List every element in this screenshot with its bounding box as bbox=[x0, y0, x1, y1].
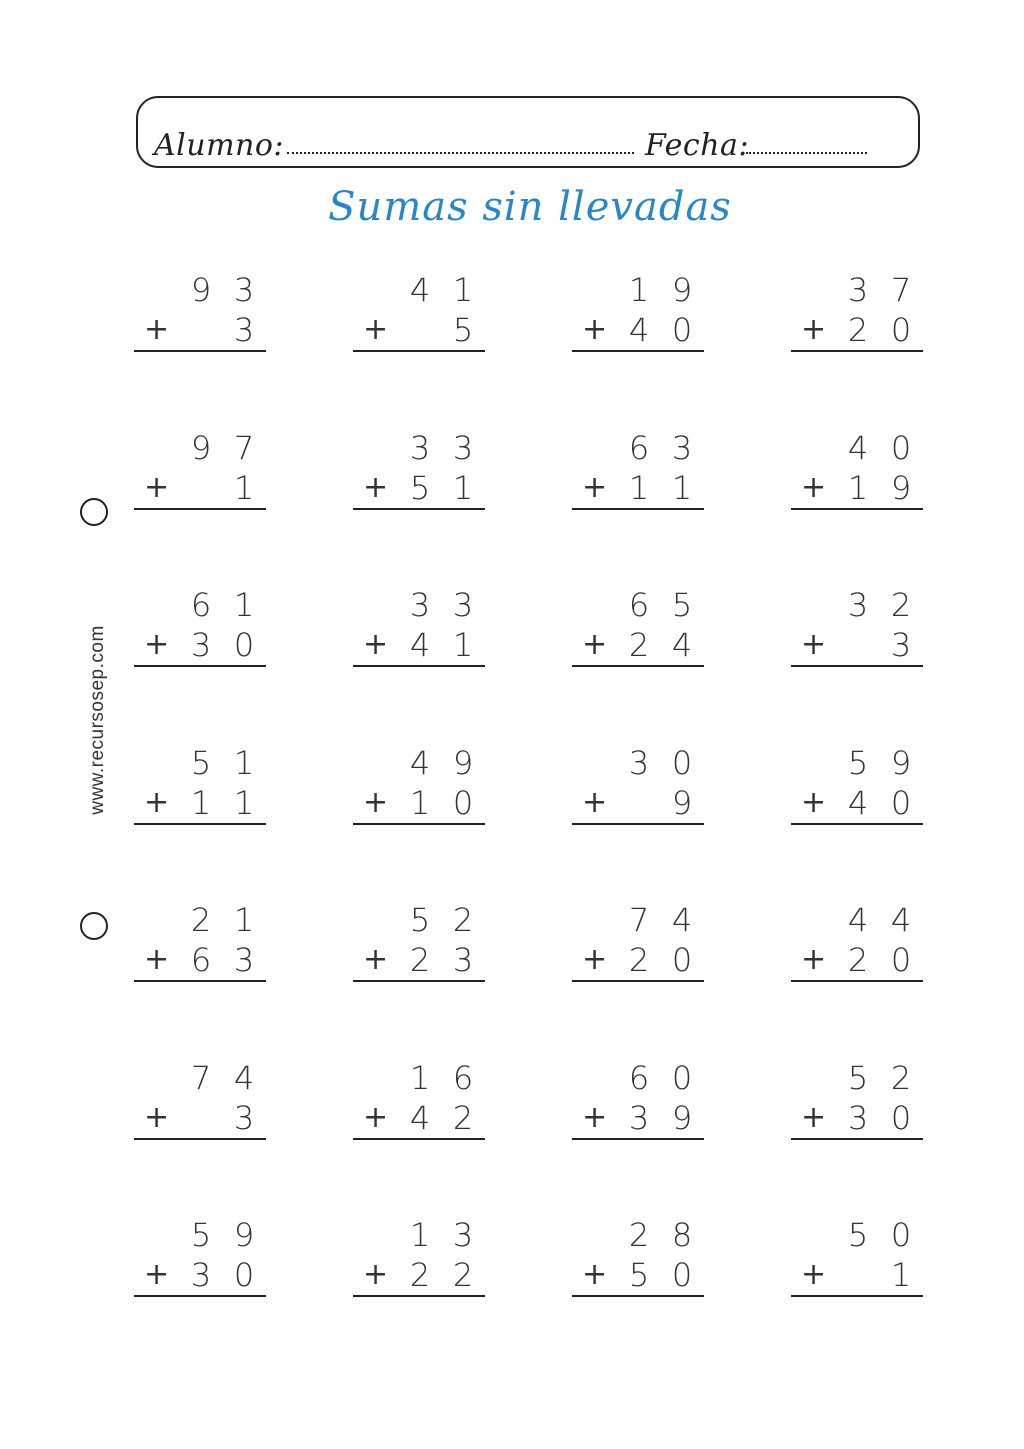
addition-problem bbox=[791, 739, 923, 897]
binder-hole-top bbox=[80, 498, 108, 526]
sum-line bbox=[572, 1295, 704, 1297]
addition-problem bbox=[353, 266, 485, 424]
addition-problem bbox=[134, 1054, 266, 1212]
addition-problem bbox=[353, 424, 485, 582]
top-tens-digit: 3 bbox=[628, 743, 650, 782]
bottom-tens-digit: 1 bbox=[409, 783, 431, 822]
date-line[interactable] bbox=[746, 152, 867, 154]
top-ones-digit: 2 bbox=[890, 586, 912, 624]
bottom-tens-digit: 2 bbox=[628, 626, 650, 664]
bottom-ones-digit: 1 bbox=[452, 626, 474, 664]
worksheet-title: Sumas sin llevadas bbox=[328, 184, 732, 230]
bottom-tens-digit: 3 bbox=[628, 1098, 650, 1137]
bottom-ones-digit: 1 bbox=[452, 468, 474, 507]
addition-problem bbox=[134, 1211, 266, 1369]
addition-problem bbox=[134, 424, 266, 582]
plus-sign: + bbox=[582, 942, 608, 977]
plus-sign: + bbox=[144, 312, 170, 347]
plus-sign: + bbox=[801, 1099, 827, 1135]
top-tens-digit: 1 bbox=[628, 271, 650, 309]
sum-line bbox=[791, 665, 923, 667]
addition-problem bbox=[353, 896, 485, 1054]
top-ones-digit: 6 bbox=[452, 1058, 474, 1097]
bottom-ones-digit: 0 bbox=[452, 783, 474, 822]
sum-line bbox=[134, 665, 266, 667]
top-tens-digit: 4 bbox=[409, 743, 431, 782]
bottom-tens-digit: 4 bbox=[847, 783, 869, 822]
sum-line bbox=[134, 823, 266, 825]
top-ones-digit: 5 bbox=[671, 586, 693, 624]
plus-sign: + bbox=[582, 784, 608, 820]
top-tens-digit: 7 bbox=[190, 1058, 212, 1097]
plus-sign: + bbox=[363, 942, 389, 977]
website-watermark: www.recursosep.com bbox=[87, 625, 108, 815]
bottom-ones-digit: 4 bbox=[671, 626, 693, 664]
bottom-ones-digit: 3 bbox=[452, 941, 474, 979]
sum-line bbox=[353, 508, 485, 510]
bottom-ones-digit: 0 bbox=[671, 1256, 693, 1294]
top-tens-digit: 2 bbox=[190, 901, 212, 939]
top-ones-digit: 4 bbox=[233, 1058, 255, 1097]
addition-problem bbox=[134, 581, 266, 739]
plus-sign: + bbox=[582, 627, 608, 662]
plus-sign: + bbox=[582, 312, 608, 347]
bottom-tens-digit: 2 bbox=[847, 941, 869, 979]
top-tens-digit: 1 bbox=[409, 1058, 431, 1097]
bottom-tens-digit: 4 bbox=[409, 1098, 431, 1137]
top-tens-digit: 5 bbox=[847, 1058, 869, 1097]
plus-sign: + bbox=[144, 784, 170, 820]
bottom-tens-digit: 1 bbox=[190, 783, 212, 822]
addition-problem bbox=[572, 739, 704, 897]
top-tens-digit: 6 bbox=[190, 586, 212, 624]
sum-line bbox=[572, 823, 704, 825]
top-ones-digit: 1 bbox=[233, 743, 255, 782]
addition-problem bbox=[791, 1211, 923, 1369]
top-ones-digit: 3 bbox=[671, 428, 693, 467]
sum-line bbox=[572, 980, 704, 982]
bottom-tens-digit: 1 bbox=[847, 468, 869, 507]
top-tens-digit: 9 bbox=[190, 271, 212, 309]
bottom-tens-digit: 5 bbox=[409, 468, 431, 507]
sum-line bbox=[353, 1295, 485, 1297]
top-tens-digit: 5 bbox=[190, 743, 212, 782]
top-ones-digit: 4 bbox=[890, 901, 912, 939]
top-ones-digit: 4 bbox=[671, 901, 693, 939]
top-ones-digit: 3 bbox=[452, 1216, 474, 1254]
bottom-ones-digit: 0 bbox=[890, 941, 912, 979]
addition-problem bbox=[572, 581, 704, 739]
plus-sign: + bbox=[582, 1257, 608, 1292]
date-label: Fecha: bbox=[645, 128, 750, 163]
top-ones-digit: 2 bbox=[452, 901, 474, 939]
top-ones-digit: 8 bbox=[671, 1216, 693, 1254]
top-tens-digit: 3 bbox=[409, 586, 431, 624]
addition-problem bbox=[572, 266, 704, 424]
bottom-tens-digit: 3 bbox=[190, 626, 212, 664]
bottom-ones-digit: 0 bbox=[890, 783, 912, 822]
top-ones-digit: 9 bbox=[890, 743, 912, 782]
top-ones-digit: 3 bbox=[452, 586, 474, 624]
plus-sign: + bbox=[363, 312, 389, 347]
addition-problem bbox=[572, 1211, 704, 1369]
bottom-tens-digit: 2 bbox=[628, 941, 650, 979]
top-tens-digit: 5 bbox=[190, 1216, 212, 1254]
plus-sign: + bbox=[363, 1099, 389, 1135]
sum-line bbox=[791, 1138, 923, 1140]
bottom-ones-digit: 1 bbox=[671, 468, 693, 507]
top-tens-digit: 4 bbox=[847, 428, 869, 467]
bottom-tens-digit: 5 bbox=[628, 1256, 650, 1294]
sum-line bbox=[134, 1138, 266, 1140]
student-label: Alumno: bbox=[154, 128, 285, 163]
addition-problem bbox=[791, 266, 923, 424]
problem-grid bbox=[134, 266, 923, 1369]
plus-sign: + bbox=[144, 1099, 170, 1135]
top-tens-digit: 6 bbox=[628, 586, 650, 624]
top-ones-digit: 9 bbox=[452, 743, 474, 782]
plus-sign: + bbox=[144, 627, 170, 662]
addition-problem bbox=[572, 424, 704, 582]
bottom-ones-digit: 0 bbox=[671, 311, 693, 349]
bottom-ones-digit: 0 bbox=[671, 941, 693, 979]
sum-line bbox=[791, 1295, 923, 1297]
sum-line bbox=[791, 350, 923, 352]
addition-problem bbox=[791, 424, 923, 582]
bottom-ones-digit: 3 bbox=[890, 626, 912, 664]
addition-problem bbox=[353, 1054, 485, 1212]
addition-problem bbox=[134, 739, 266, 897]
sum-line bbox=[134, 980, 266, 982]
sum-line bbox=[572, 665, 704, 667]
sum-line bbox=[353, 665, 485, 667]
sum-line bbox=[353, 980, 485, 982]
sum-line bbox=[353, 823, 485, 825]
addition-problem bbox=[353, 581, 485, 739]
sum-line bbox=[791, 980, 923, 982]
plus-sign: + bbox=[144, 1257, 170, 1292]
plus-sign: + bbox=[363, 469, 389, 505]
plus-sign: + bbox=[144, 942, 170, 977]
sum-line bbox=[791, 823, 923, 825]
bottom-ones-digit: 5 bbox=[452, 311, 474, 349]
bottom-tens-digit: 4 bbox=[409, 626, 431, 664]
bottom-ones-digit: 2 bbox=[452, 1256, 474, 1294]
plus-sign: + bbox=[144, 469, 170, 505]
bottom-ones-digit: 9 bbox=[890, 468, 912, 507]
binder-hole-bottom bbox=[80, 912, 108, 940]
bottom-tens-digit: 2 bbox=[847, 311, 869, 349]
top-ones-digit: 7 bbox=[233, 428, 255, 467]
sum-line bbox=[353, 350, 485, 352]
sum-line bbox=[134, 1295, 266, 1297]
sum-line bbox=[572, 350, 704, 352]
addition-problem bbox=[572, 1054, 704, 1212]
addition-problem bbox=[353, 1211, 485, 1369]
bottom-tens-digit: 2 bbox=[409, 941, 431, 979]
top-tens-digit: 6 bbox=[628, 1058, 650, 1097]
bottom-ones-digit: 0 bbox=[233, 1256, 255, 1294]
plus-sign: + bbox=[582, 469, 608, 505]
bottom-ones-digit: 2 bbox=[452, 1098, 474, 1137]
bottom-tens-digit: 6 bbox=[190, 941, 212, 979]
top-tens-digit: 5 bbox=[847, 743, 869, 782]
sum-line bbox=[572, 508, 704, 510]
plus-sign: + bbox=[801, 627, 827, 662]
plus-sign: + bbox=[801, 312, 827, 347]
bottom-tens-digit: 4 bbox=[628, 311, 650, 349]
top-tens-digit: 5 bbox=[847, 1216, 869, 1254]
bottom-ones-digit: 3 bbox=[233, 311, 255, 349]
student-name-line[interactable] bbox=[287, 152, 634, 154]
top-ones-digit: 1 bbox=[233, 901, 255, 939]
addition-problem bbox=[134, 266, 266, 424]
plus-sign: + bbox=[801, 469, 827, 505]
plus-sign: + bbox=[582, 1099, 608, 1135]
sum-line bbox=[572, 1138, 704, 1140]
bottom-tens-digit: 3 bbox=[847, 1098, 869, 1137]
sum-line bbox=[134, 508, 266, 510]
bottom-ones-digit: 3 bbox=[233, 941, 255, 979]
bottom-ones-digit: 0 bbox=[890, 311, 912, 349]
top-tens-digit: 2 bbox=[628, 1216, 650, 1254]
addition-problem bbox=[572, 896, 704, 1054]
bottom-ones-digit: 0 bbox=[890, 1098, 912, 1137]
addition-problem bbox=[353, 739, 485, 897]
sum-line bbox=[353, 1138, 485, 1140]
bottom-ones-digit: 1 bbox=[233, 783, 255, 822]
bottom-tens-digit: 3 bbox=[190, 1256, 212, 1294]
plus-sign: + bbox=[363, 627, 389, 662]
top-ones-digit: 9 bbox=[671, 271, 693, 309]
top-ones-digit: 0 bbox=[671, 1058, 693, 1097]
top-tens-digit: 9 bbox=[190, 428, 212, 467]
sum-line bbox=[791, 508, 923, 510]
bottom-ones-digit: 1 bbox=[233, 468, 255, 507]
top-ones-digit: 1 bbox=[452, 271, 474, 309]
bottom-tens-digit: 1 bbox=[628, 468, 650, 507]
top-ones-digit: 3 bbox=[452, 428, 474, 467]
top-tens-digit: 5 bbox=[409, 901, 431, 939]
sum-line bbox=[134, 350, 266, 352]
top-ones-digit: 0 bbox=[671, 743, 693, 782]
bottom-tens-digit: 2 bbox=[409, 1256, 431, 1294]
plus-sign: + bbox=[363, 784, 389, 820]
top-tens-digit: 7 bbox=[628, 901, 650, 939]
plus-sign: + bbox=[801, 1257, 827, 1292]
top-ones-digit: 3 bbox=[233, 271, 255, 309]
top-tens-digit: 4 bbox=[847, 901, 869, 939]
top-tens-digit: 4 bbox=[409, 271, 431, 309]
bottom-ones-digit: 3 bbox=[233, 1098, 255, 1137]
plus-sign: + bbox=[363, 1257, 389, 1292]
top-ones-digit: 7 bbox=[890, 271, 912, 309]
top-ones-digit: 2 bbox=[890, 1058, 912, 1097]
bottom-ones-digit: 9 bbox=[671, 783, 693, 822]
bottom-ones-digit: 1 bbox=[890, 1256, 912, 1294]
top-ones-digit: 1 bbox=[233, 586, 255, 624]
top-tens-digit: 3 bbox=[847, 271, 869, 309]
addition-problem bbox=[134, 896, 266, 1054]
bottom-ones-digit: 0 bbox=[233, 626, 255, 664]
top-ones-digit: 9 bbox=[233, 1216, 255, 1254]
top-tens-digit: 1 bbox=[409, 1216, 431, 1254]
addition-problem bbox=[791, 581, 923, 739]
bottom-ones-digit: 9 bbox=[671, 1098, 693, 1137]
top-tens-digit: 3 bbox=[409, 428, 431, 467]
top-tens-digit: 6 bbox=[628, 428, 650, 467]
addition-problem bbox=[791, 1054, 923, 1212]
top-ones-digit: 0 bbox=[890, 1216, 912, 1254]
addition-problem bbox=[791, 896, 923, 1054]
plus-sign: + bbox=[801, 784, 827, 820]
top-tens-digit: 3 bbox=[847, 586, 869, 624]
plus-sign: + bbox=[801, 942, 827, 977]
top-ones-digit: 0 bbox=[890, 428, 912, 467]
